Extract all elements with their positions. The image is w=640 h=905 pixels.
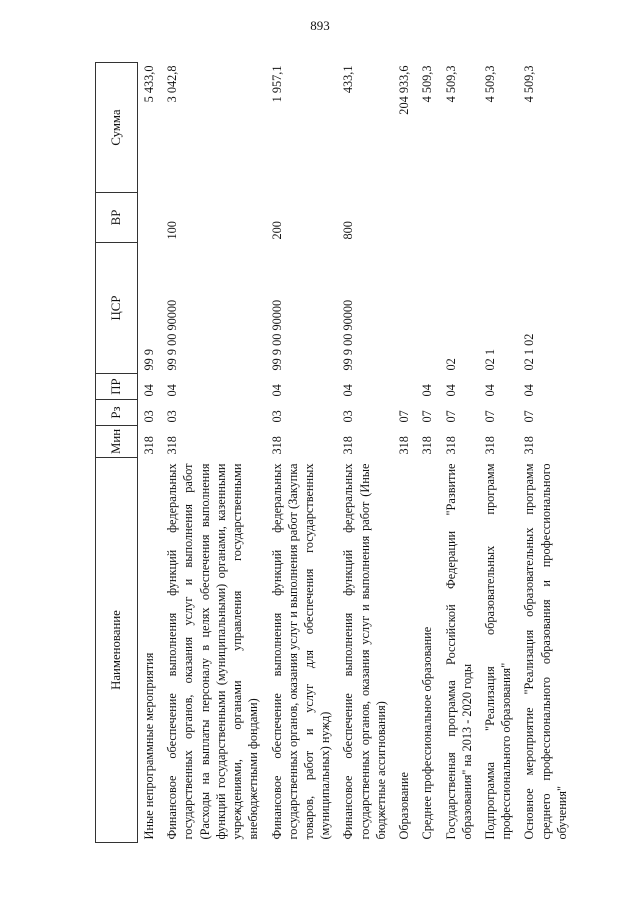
- row-sum: 433,1: [341, 65, 356, 94]
- row-csr: 99 9 00 90000: [341, 299, 356, 371]
- row-vr: 100: [165, 221, 180, 240]
- row-name: Среднее профессиональное образование: [420, 626, 435, 840]
- row-name: Финансовое обеспечение выполнения функций федеральных государственных органов, оказания услуг и выполнения работ (Иные бюджетные ассигнования): [341, 463, 388, 840]
- row-csr: 02: [443, 358, 458, 371]
- row-vr: 800: [341, 221, 356, 240]
- row-min: 318: [397, 436, 412, 455]
- table-row: [518, 63, 574, 843]
- row-csr: 02 1 02: [522, 333, 537, 371]
- header-pr: ПР: [96, 374, 138, 400]
- row-min: 318: [420, 436, 435, 455]
- row-pr: 04: [482, 384, 497, 397]
- row-vr: [416, 193, 439, 243]
- header-min: Мин: [96, 426, 138, 458]
- row-sum: 204 933,6: [397, 65, 412, 115]
- row-csr: [416, 243, 439, 374]
- row-rz: 03: [142, 410, 156, 423]
- row-sum: 4 509,3: [420, 65, 435, 103]
- row-min: 318: [142, 436, 156, 455]
- page-number: 893: [310, 18, 330, 33]
- table-row: [337, 63, 393, 843]
- header-csr: ЦСР: [96, 243, 138, 374]
- row-csr: 99 9 00 90000: [165, 299, 180, 371]
- row-sum: 1 957,1: [269, 65, 284, 103]
- row-min: 318: [522, 436, 537, 455]
- row-rz: 07: [420, 410, 435, 423]
- row-min: 318: [269, 436, 284, 455]
- row-vr: [393, 193, 416, 243]
- row-rz: 07: [397, 410, 412, 423]
- header-vr: ВР: [96, 193, 138, 243]
- row-min: 318: [482, 436, 497, 455]
- row-pr: 04: [420, 384, 435, 397]
- table-row: [440, 63, 479, 843]
- header-name: Наименование: [96, 458, 138, 843]
- row-rz: 07: [522, 410, 537, 423]
- row-name: Основное мероприятие "Реализация образовательных программ среднего профессионального образования и профессионального обучения": [522, 463, 569, 840]
- row-vr: [440, 193, 479, 243]
- table-row: [161, 63, 265, 843]
- table-row: [479, 63, 518, 843]
- table-row: [416, 63, 439, 843]
- budget-table: [95, 62, 574, 843]
- row-rz: 03: [165, 410, 180, 423]
- row-name: Финансовое обеспечение выполнения функций федеральных государственных органов, оказания услуг и выполнения работ (Расходы на выплаты персоналу в целях обеспечения выполнения функций государственными (муниципальными) органами, казенными учреждениями, органами управления государственными внебюджетными фондами): [165, 463, 261, 840]
- row-name: Образование: [397, 772, 412, 840]
- table-row: [393, 63, 416, 843]
- row-name: Иные непрограммные мероприятия: [142, 652, 156, 840]
- row-vr: [518, 193, 574, 243]
- row-pr: 04: [269, 384, 284, 397]
- row-pr: 04: [341, 384, 356, 397]
- row-sum: 4 509,3: [522, 65, 537, 103]
- row-vr: [479, 193, 518, 243]
- row-min: 318: [341, 436, 356, 455]
- row-name: Подпрограмма "Реализация образовательных программ профессионального образования": [482, 463, 514, 840]
- row-rz: 07: [482, 410, 497, 423]
- row-pr: [393, 374, 416, 400]
- header-sum: Сумма: [96, 63, 138, 193]
- row-sum: 5 433,0: [142, 65, 156, 103]
- row-sum: 4 509,3: [482, 65, 497, 103]
- rotated-page-content: [95, 63, 615, 843]
- row-sum: 3 042,8: [165, 65, 180, 103]
- row-rz: 03: [269, 410, 284, 423]
- table-row: [138, 63, 162, 843]
- row-csr: [393, 243, 416, 374]
- row-pr: 04: [142, 384, 156, 397]
- row-csr: 02 1: [482, 348, 497, 371]
- row-sum: 4 509,3: [443, 65, 458, 103]
- table-header-row: [96, 63, 138, 843]
- row-min: 318: [443, 436, 458, 455]
- table-row: [266, 63, 338, 843]
- row-vr: 200: [269, 221, 284, 240]
- row-csr: 99 9: [142, 348, 156, 371]
- row-pr: 04: [522, 384, 537, 397]
- row-rz: 07: [443, 410, 458, 423]
- row-pr: 04: [165, 384, 180, 397]
- row-csr: 99 9 00 90000: [269, 299, 284, 371]
- row-vr: [138, 193, 162, 243]
- header-rz: Рз: [96, 400, 138, 426]
- row-min: 318: [165, 436, 180, 455]
- row-name: Государственная программа Российской Федерации "Развитие образования" на 2013 - 2020 годы: [443, 463, 474, 840]
- row-name: Финансовое обеспечение выполнения функций федеральных государственных органов, оказания услуг и выполнения работ (Закупка товаров, работ и услуг для обеспечения государственных (муниципальных) нужд): [269, 463, 333, 840]
- row-pr: 04: [443, 384, 458, 397]
- row-rz: 03: [341, 410, 356, 423]
